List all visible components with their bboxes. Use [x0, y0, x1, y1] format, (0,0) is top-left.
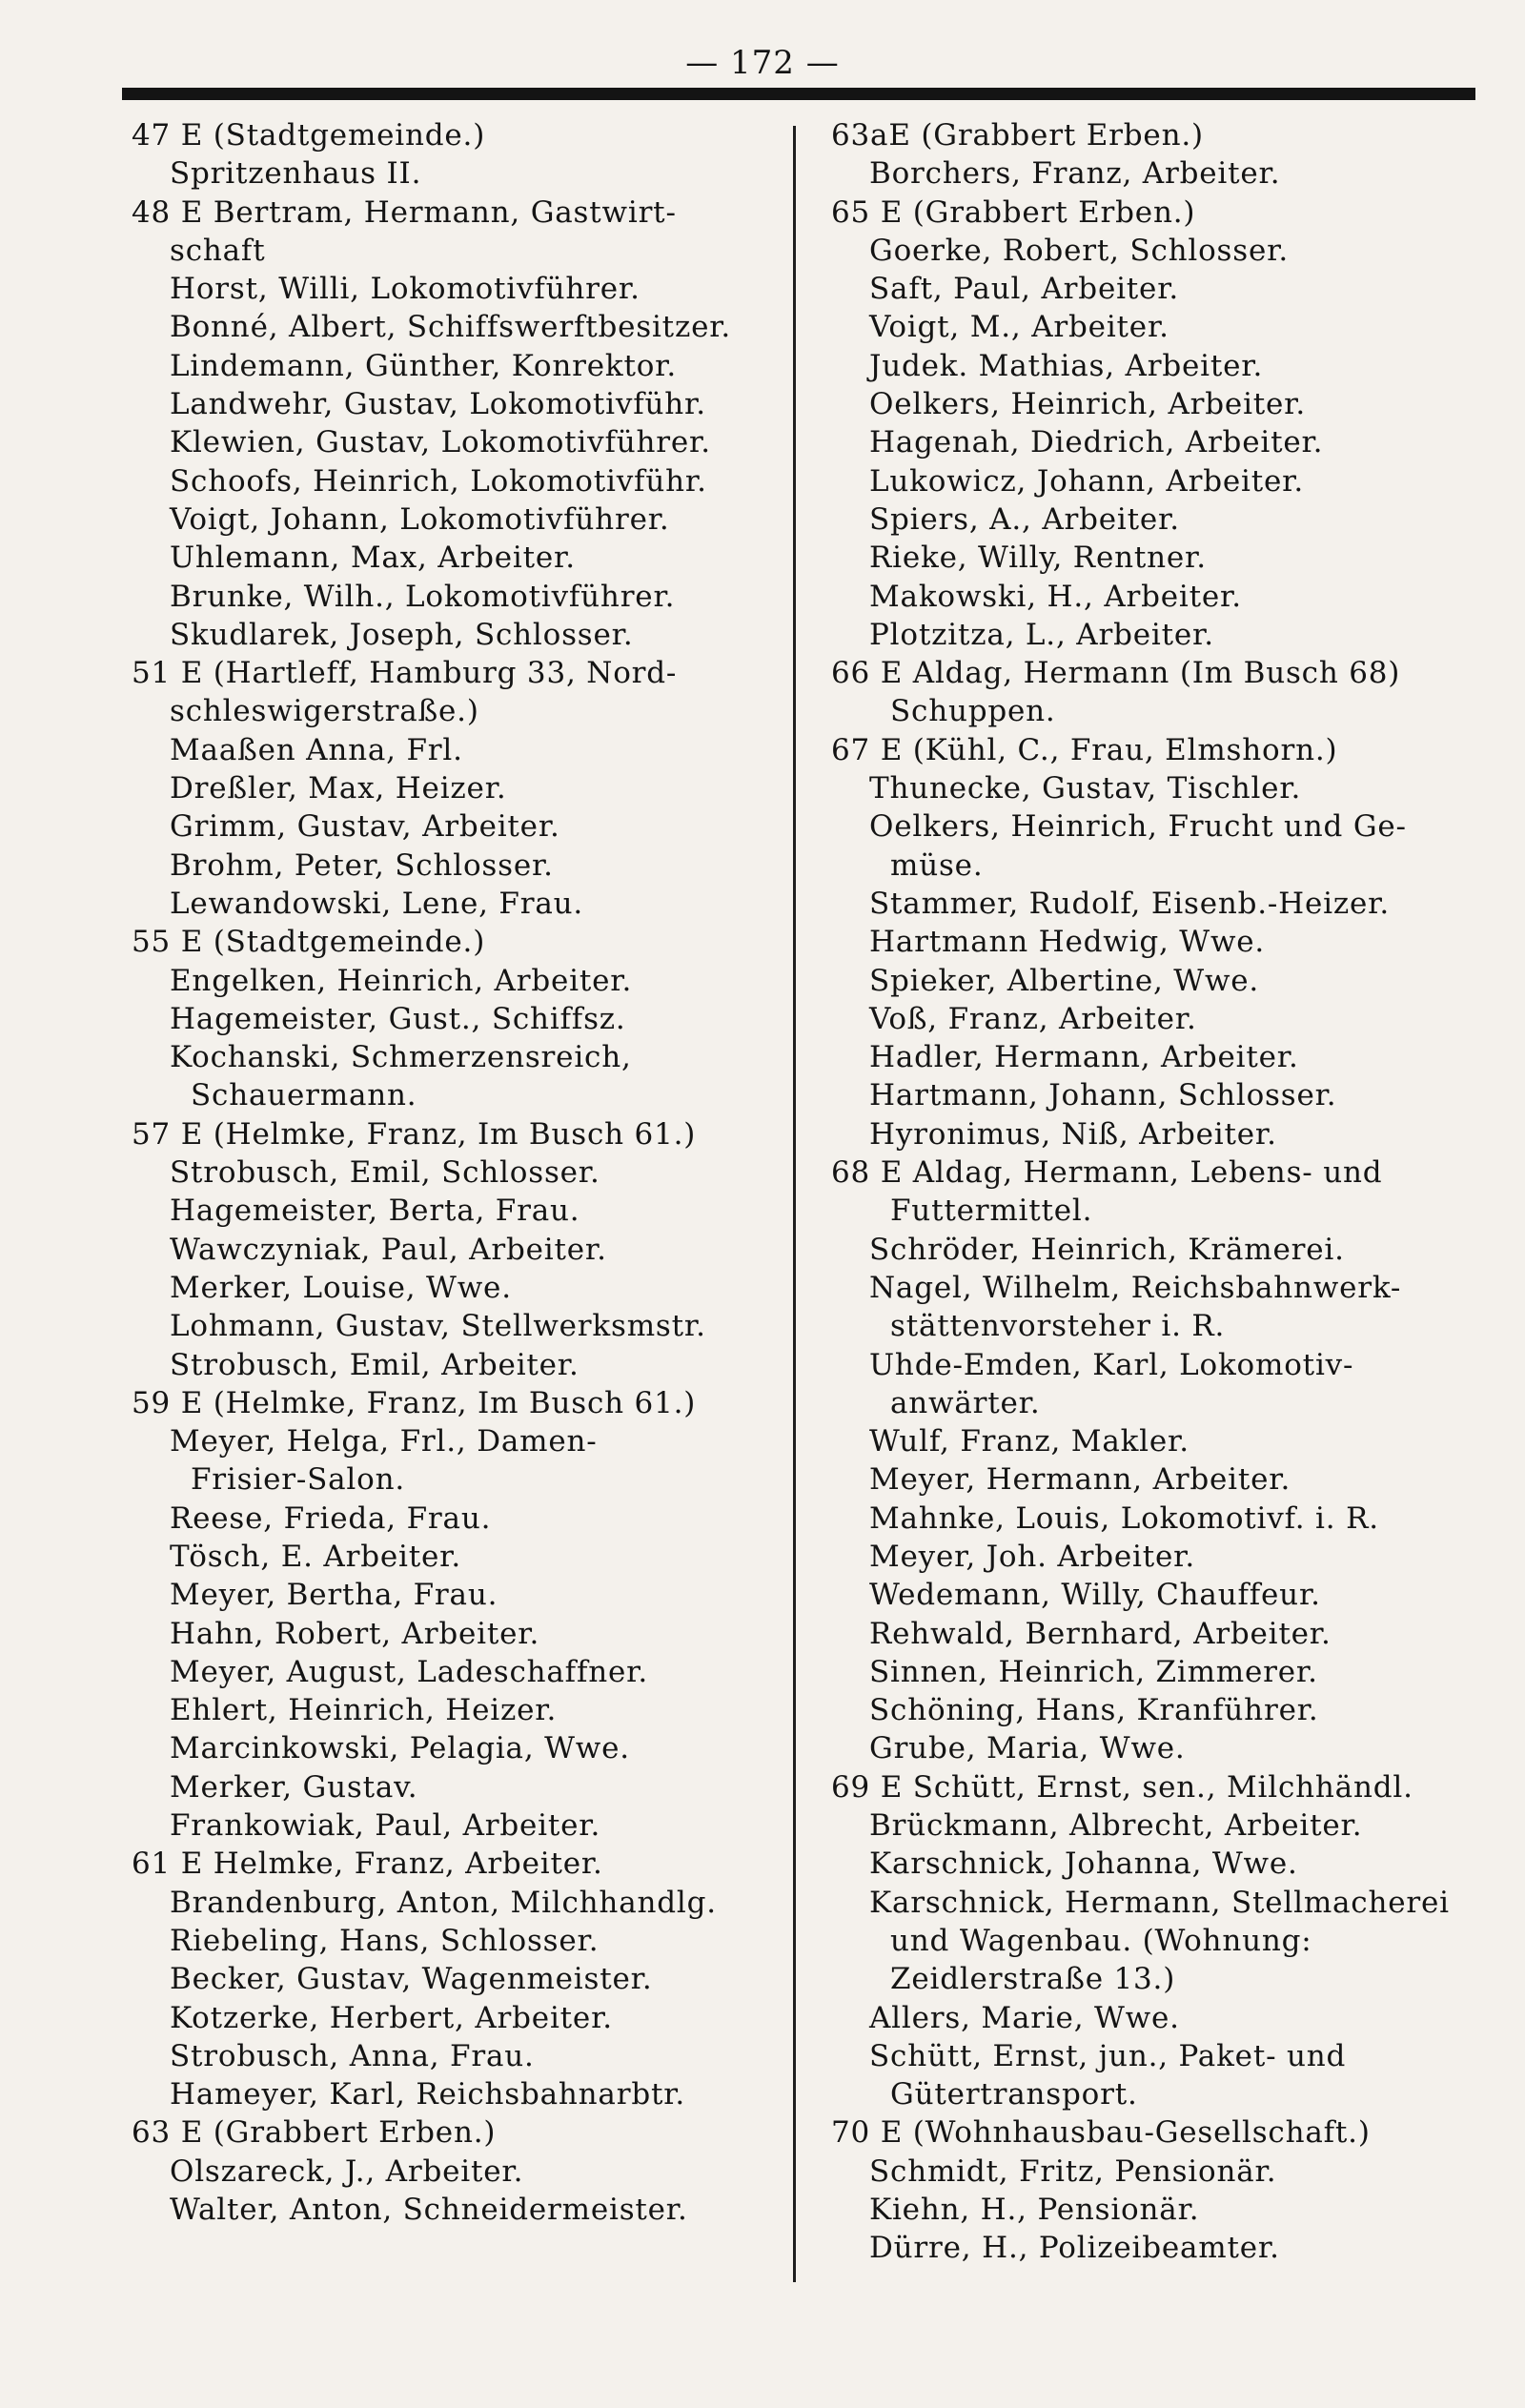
resident-line: Brückmann, Albrecht, Arbeiter.	[869, 1808, 1363, 1844]
resident-line: und Wagenbau. (Wohnung:	[890, 1923, 1312, 1958]
resident-line: Hadler, Hermann, Arbeiter.	[869, 1040, 1299, 1075]
resident-line: Meyer, Hermann, Arbeiter.	[869, 1462, 1291, 1498]
resident-line: Makowski, H., Arbeiter.	[869, 579, 1242, 614]
resident-line: Judek. Mathias, Arbeiter.	[869, 348, 1264, 383]
resident-line: Becker, Gustav, Wagenmeister.	[170, 1962, 653, 1997]
house-entry-line: 57 E (Helmke, Franz, Im Busch 61.)	[132, 1116, 697, 1152]
resident-line: müse.	[890, 847, 984, 883]
resident-line: Horst, Willi, Lokomotivführer.	[170, 272, 640, 307]
resident-line: Voigt, Johann, Lokomotivführer.	[170, 501, 670, 537]
resident-line: Hagemeister, Gust., Schiffsz.	[170, 1001, 626, 1036]
resident-line: Riebeling, Hans, Schlosser.	[170, 1923, 600, 1958]
resident-line: Oelkers, Heinrich, Arbeiter.	[869, 387, 1307, 422]
house-entry-line: 63aE (Grabbert Erben.)	[831, 118, 1204, 153]
resident-line: Olszareck, J., Arbeiter.	[170, 2153, 524, 2189]
resident-line: Engelken, Heinrich, Arbeiter.	[170, 963, 633, 998]
resident-line: Grimm, Gustav, Arbeiter.	[170, 809, 560, 845]
resident-line: Hyronimus, Niß, Arbeiter.	[869, 1116, 1277, 1152]
resident-line: Oelkers, Heinrich, Frucht und Ge-	[869, 809, 1407, 845]
resident-line: Lukowicz, Johann, Arbeiter.	[869, 463, 1305, 499]
resident-line: Schütt, Ernst, jun., Paket- und	[869, 2038, 1347, 2073]
house-entry-line: 63 E (Grabbert Erben.)	[132, 2115, 497, 2151]
resident-line: Lohmann, Gustav, Stellwerksmstr.	[170, 1309, 706, 1344]
resident-line: Maaßen Anna, Frl.	[170, 732, 463, 767]
resident-line: Lewandowski, Lene, Frau.	[170, 886, 584, 921]
resident-line: Futtermittel.	[890, 1194, 1093, 1229]
resident-line: Frankowiak, Paul, Arbeiter.	[170, 1808, 601, 1844]
house-entry-line: 47 E (Stadtgemeinde.)	[132, 118, 486, 153]
house-entry-line: 67 E (Kühl, C., Frau, Elmshorn.)	[831, 732, 1338, 767]
resident-line: Marcinkowski, Pelagia, Wwe.	[170, 1731, 630, 1766]
resident-line: Gütertransport.	[890, 2077, 1138, 2112]
resident-line: Strobusch, Emil, Schlosser.	[170, 1155, 600, 1191]
resident-line: Skudlarek, Joseph, Schlosser.	[170, 617, 634, 652]
house-entry-line: 69 E Schütt, Ernst, sen., Milchhändl.	[831, 1769, 1413, 1805]
resident-line: Borchers, Franz, Arbeiter.	[869, 156, 1281, 192]
resident-line: anwärter.	[890, 1385, 1041, 1420]
resident-line: schaft	[170, 233, 266, 268]
resident-line: Meyer, Bertha, Frau.	[170, 1578, 498, 1613]
resident-line: Reese, Frieda, Frau.	[170, 1500, 492, 1536]
house-entry-line: 68 E Aldag, Hermann, Lebens- und	[831, 1155, 1383, 1191]
house-entry-line: 48 E Bertram, Hermann, Gastwirt-	[132, 194, 677, 230]
house-entry-line: 70 E (Wohnhausbau-Gesellschaft.)	[831, 2115, 1371, 2151]
house-entry-line: 66 E Aldag, Hermann (Im Busch 68)	[831, 656, 1401, 691]
resident-line: Dürre, H., Polizeibeamter.	[869, 2231, 1280, 2266]
resident-line: Bonné, Albert, Schiffswerftbesitzer.	[170, 310, 732, 345]
resident-line: Hartmann, Johann, Schlosser.	[869, 1078, 1337, 1113]
resident-line: Schmidt, Fritz, Pensionär.	[869, 2153, 1277, 2189]
resident-line: Allers, Marie, Wwe.	[869, 2000, 1180, 2035]
resident-line: Stammer, Rudolf, Eisenb.-Heizer.	[869, 886, 1391, 921]
resident-line: Schröder, Heinrich, Krämerei.	[869, 1232, 1345, 1267]
resident-line: Plotzitza, L., Arbeiter.	[869, 617, 1214, 652]
resident-line: Hagemeister, Berta, Frau.	[170, 1194, 580, 1229]
resident-line: schleswigerstraße.)	[170, 694, 479, 729]
resident-line: Strobusch, Emil, Arbeiter.	[170, 1347, 580, 1382]
resident-line: Ehlert, Heinrich, Heizer.	[170, 1693, 558, 1728]
resident-line: Hameyer, Karl, Reichsbahnarbtr.	[170, 2077, 686, 2112]
resident-line: Schuppen.	[890, 694, 1056, 729]
resident-line: Klewien, Gustav, Lokomotivführer.	[170, 425, 711, 460]
resident-line: Meyer, Helga, Frl., Damen-	[170, 1424, 598, 1459]
resident-line: Merker, Louise, Wwe.	[170, 1270, 512, 1305]
resident-line: Schauermann.	[191, 1078, 417, 1113]
resident-line: Spieker, Albertine, Wwe.	[869, 963, 1260, 998]
resident-line: Thunecke, Gustav, Tischler.	[869, 771, 1302, 806]
resident-line: Hagenah, Diedrich, Arbeiter.	[869, 425, 1324, 460]
resident-line: Brohm, Peter, Schlosser.	[170, 847, 554, 883]
resident-line: Uhde-Emden, Karl, Lokomotiv-	[869, 1347, 1354, 1382]
resident-line: Schoofs, Heinrich, Lokomotivführ.	[170, 463, 707, 499]
resident-line: Hartmann Hedwig, Wwe.	[869, 925, 1266, 960]
resident-line: Rehwald, Bernhard, Arbeiter.	[869, 1616, 1332, 1651]
resident-line: Kochanski, Schmerzensreich,	[170, 1040, 632, 1075]
house-entry-line: 65 E (Grabbert Erben.)	[831, 194, 1196, 230]
resident-line: Karschnick, Johanna, Wwe.	[869, 1847, 1298, 1882]
house-entry-line: 55 E (Stadtgemeinde.)	[132, 925, 486, 960]
resident-line: Spiers, A., Arbeiter.	[869, 501, 1180, 537]
resident-line: Meyer, Joh. Arbeiter.	[869, 1539, 1196, 1574]
resident-line: Landwehr, Gustav, Lokomotivführ.	[170, 387, 706, 422]
resident-line: Uhlemann, Max, Arbeiter.	[170, 541, 576, 576]
resident-line: Kotzerke, Herbert, Arbeiter.	[170, 2000, 613, 2035]
resident-line: Wedemann, Willy, Chauffeur.	[869, 1578, 1321, 1613]
resident-line: Nagel, Wilhelm, Reichsbahnwerk-	[869, 1270, 1402, 1305]
resident-line: Hahn, Robert, Arbeiter.	[170, 1616, 540, 1651]
header-rule	[122, 88, 1475, 100]
resident-line: Saft, Paul, Arbeiter.	[869, 272, 1180, 307]
resident-line: Karschnick, Hermann, Stellmacherei	[869, 1885, 1450, 1920]
resident-line: Lindemann, Günther, Konrektor.	[170, 348, 678, 383]
resident-line: Tösch, E. Arbeiter.	[170, 1539, 462, 1574]
house-entry-line: 51 E (Hartleff, Hamburg 33, Nord-	[132, 656, 678, 691]
resident-line: Meyer, August, Ladeschaffner.	[170, 1654, 649, 1689]
resident-line: Sinnen, Heinrich, Zimmerer.	[869, 1654, 1318, 1689]
resident-line: Voigt, M., Arbeiter.	[869, 310, 1169, 345]
right-column	[831, 116, 1517, 2268]
resident-line: Kiehn, H., Pensionär.	[869, 2193, 1200, 2228]
resident-line: Wulf, Franz, Makler.	[869, 1424, 1190, 1459]
resident-line: Schöning, Hans, Kranführer.	[869, 1693, 1319, 1728]
left-column	[132, 116, 818, 2229]
resident-line: Goerke, Robert, Schlosser.	[869, 233, 1289, 268]
resident-line: Frisier-Salon.	[191, 1462, 406, 1498]
resident-line: Wawczyniak, Paul, Arbeiter.	[170, 1232, 607, 1267]
page-number: — 172 —	[685, 44, 840, 82]
resident-line: Brunke, Wilh., Lokomotivführer.	[170, 579, 676, 614]
resident-line: Spritzenhaus II.	[170, 156, 422, 192]
resident-line: Walter, Anton, Schneidermeister.	[170, 2193, 688, 2228]
resident-line: Mahnke, Louis, Lokomotivf. i. R.	[869, 1500, 1379, 1536]
resident-line: Merker, Gustav.	[170, 1769, 418, 1805]
resident-line: Dreßler, Max, Heizer.	[170, 771, 507, 806]
resident-line: Rieke, Willy, Rentner.	[869, 541, 1207, 576]
resident-line: Strobusch, Anna, Frau.	[170, 2038, 535, 2073]
resident-line: Grube, Maria, Wwe.	[869, 1731, 1186, 1766]
house-entry-line: 61 E Helmke, Franz, Arbeiter.	[132, 1847, 603, 1882]
resident-line: Brandenburg, Anton, Milchhandlg.	[170, 1885, 717, 1920]
resident-line: Zeidlerstraße 13.)	[890, 1962, 1176, 1997]
resident-line: stättenvorsteher i. R.	[890, 1309, 1226, 1344]
resident-line: Voß, Franz, Arbeiter.	[869, 1001, 1197, 1036]
house-entry-line: 59 E (Helmke, Franz, Im Busch 61.)	[132, 1385, 697, 1420]
